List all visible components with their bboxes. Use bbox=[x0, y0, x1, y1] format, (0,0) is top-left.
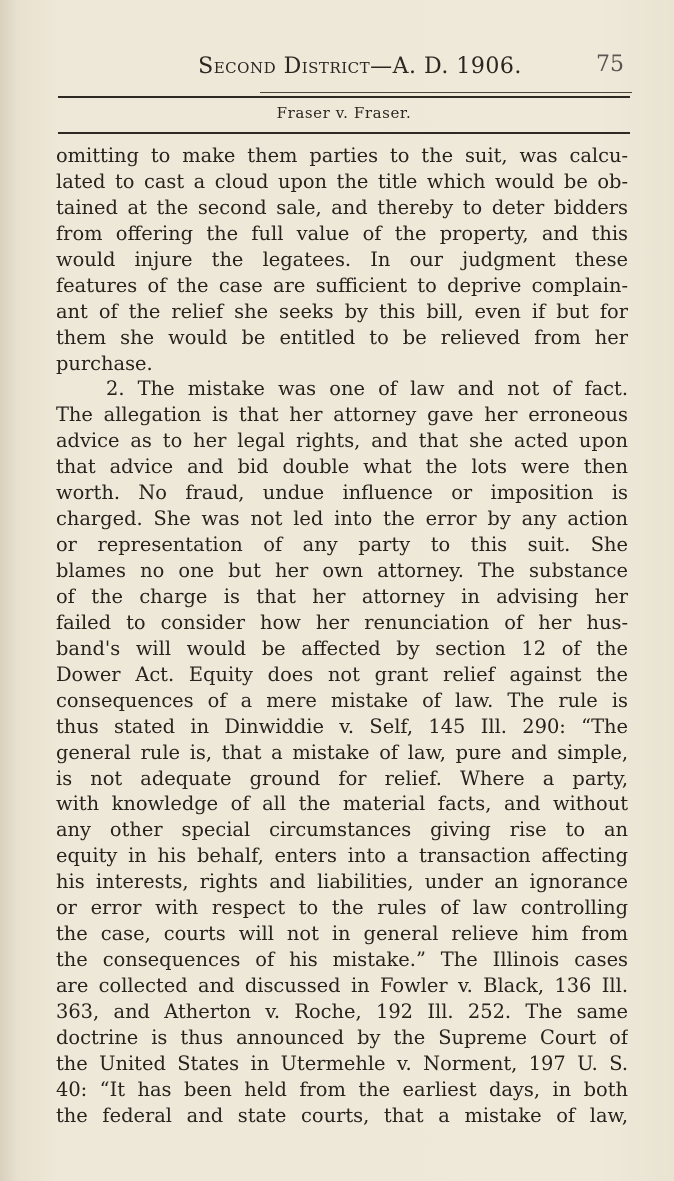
paragraph-start-line: 2. The mistake was one of law and not of fact. bbox=[106, 377, 628, 401]
text-line: would injure the legatees. In our judgment these bbox=[56, 247, 628, 271]
text-line: ant of the relief she seeks by this bill, even if but for bbox=[56, 299, 628, 323]
text-line: 363, and Atherton v. Roche, 192 Ill. 252. The same bbox=[56, 999, 628, 1023]
text-line: with knowledge of all the material facts, and without bbox=[56, 792, 628, 816]
text-line: equity in his behalf, enters into a transaction affecting bbox=[56, 844, 628, 868]
text-line: that advice and bid double what the lots were then bbox=[56, 455, 628, 479]
text-line: 40: “It has been held from the earliest days, in both bbox=[56, 1077, 628, 1101]
text-line: charged. She was not led into the error by any action bbox=[56, 507, 628, 531]
text-line: consequences of a mere mistake of law. The rule is bbox=[56, 688, 628, 712]
text-line: The allegation is that her attorney gave her erroneous bbox=[56, 403, 628, 427]
text-line: advice as to her legal rights, and that she acted upon bbox=[56, 429, 628, 453]
text-line: band's will would be affected by section 12 of the bbox=[56, 636, 628, 660]
text-line: tained at the second sale, and thereby to deter bidders bbox=[56, 195, 628, 219]
text-line: doctrine is thus announced by the Supreme Court of bbox=[56, 1025, 628, 1049]
text-line: general rule is, that a mistake of law, pure and simple, bbox=[56, 740, 628, 764]
text-line: features of the case are sufficient to deprive complain- bbox=[56, 273, 628, 297]
text-line: the consequences of his mistake.” The Illinois cases bbox=[56, 948, 628, 972]
text-line: from offering the full value of the property, and this bbox=[56, 221, 628, 245]
body-text bbox=[56, 143, 628, 1129]
text-line: or error with respect to the rules of law controlling bbox=[56, 896, 628, 920]
text-line: the United States in Utermehle v. Norment, 197 U. S. bbox=[56, 1051, 628, 1075]
running-head: Second District—A. D. 1906. bbox=[198, 54, 522, 79]
text-line: the case, courts will not in general relieve him from bbox=[56, 922, 628, 946]
text-line: purchase. bbox=[56, 351, 153, 375]
case-title-rule bbox=[58, 132, 630, 134]
text-line: is not adequate ground for relief. Where a party, bbox=[56, 766, 628, 790]
text-line: lated to cast a cloud upon the title which would be ob- bbox=[56, 169, 628, 193]
text-line: any other special circumstances giving rise to an bbox=[56, 818, 628, 842]
text-line: the federal and state courts, that a mistake of law, bbox=[56, 1103, 628, 1127]
text-line: blames no one but her own attorney. The substance bbox=[56, 559, 628, 582]
text-line: thus stated in Dinwiddie v. Self, 145 Ill. 290: “The bbox=[56, 714, 628, 738]
text-line: failed to consider how her renunciation of her hus- bbox=[56, 610, 628, 634]
text-line: Dower Act. Equity does not grant relief against the bbox=[56, 662, 628, 686]
case-title: Fraser v. Fraser. bbox=[276, 104, 412, 122]
header-rule bbox=[58, 96, 630, 98]
text-line: omitting to make them parties to the suit, was calcu- bbox=[56, 144, 628, 167]
text-line: his interests, rights and liabilities, under an ignorance bbox=[56, 870, 628, 894]
text-line: or representation of any party to this suit. She bbox=[56, 533, 628, 557]
text-line: are collected and discussed in Fowler v. Black, 136 Ill. bbox=[56, 974, 628, 997]
text-line: worth. No fraud, undue influence or imposition is bbox=[56, 481, 628, 505]
text-line: them she would be entitled to be relieved from her bbox=[56, 325, 628, 349]
header-rule-thin bbox=[260, 92, 632, 93]
text-line: of the charge is that her attorney in advising her bbox=[56, 584, 628, 608]
page-number: 75 bbox=[596, 52, 624, 77]
